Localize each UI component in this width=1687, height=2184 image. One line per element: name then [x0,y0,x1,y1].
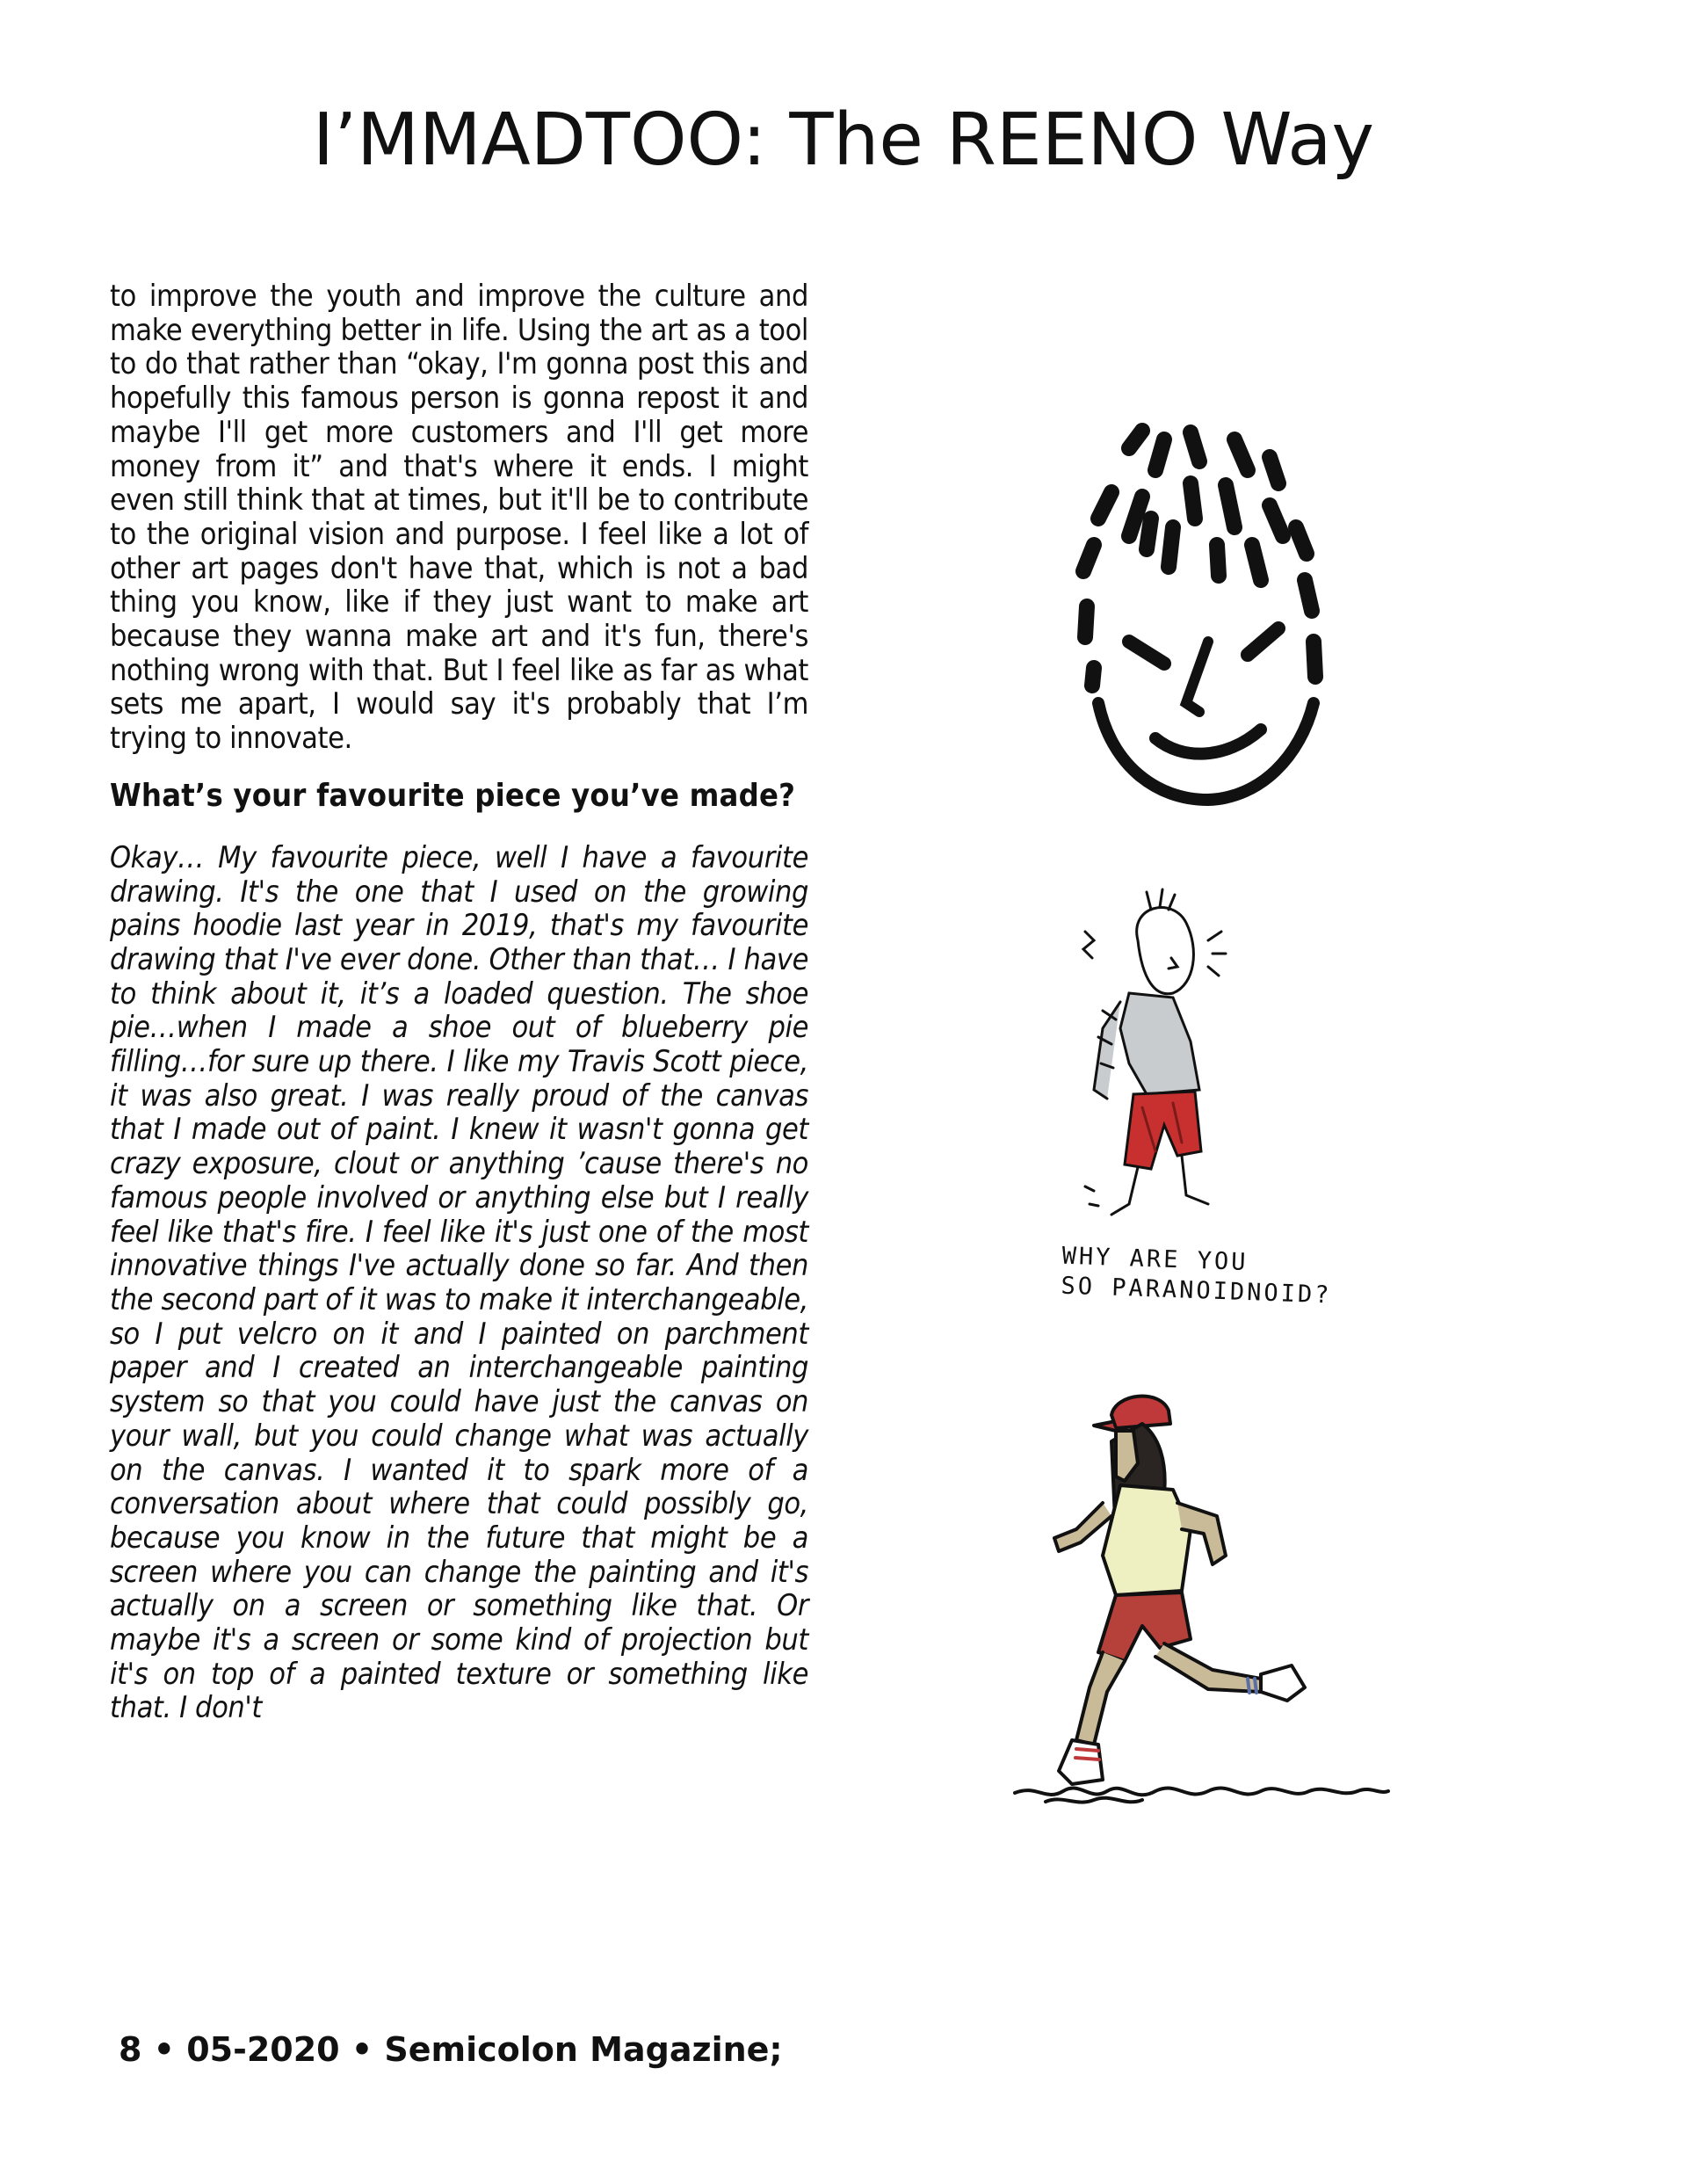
running-man-drawing [1010,1389,1397,1819]
page-footer: 8 • 05-2020 • Semicolon Magazine; [119,2030,783,2069]
caption-line-2: SO PARANOIDNOID? [1060,1272,1332,1310]
drawing-caption [1061,1242,1333,1311]
caption-line-1: WHY ARE YOU [1061,1242,1249,1277]
page-title: I’MMADTOO: The REENO Way [312,98,1375,182]
interview-question: What’s your favourite piece you’ve made? [110,777,796,814]
dreadlock-face-icon [1059,422,1349,817]
interview-answer: Okay… My favourite piece, well I have a favourite drawing. It's the one that I used on the growing pains hoodie last year in 2019, that's my favourite drawing that I've ever done. Other than that… I have to think about it, it’s a loaded question. The shoe pie…when I made a shoe out of blueberry pie filling…for sure up there. I like my Travis Scott piece, it was also great. I was really proud of the canvas that I made out of paint. I knew it wasn't gonna get crazy exposure, clout or anything ’cause there's no famous people involved or anything else but I really feel like that's fire. I feel like it's just one of the most innovative things I've actually done so far. And then the second part of it was to make it interchangeable, so I put velcro on it and I painted on parchment paper and I created an interchangeable painting system so that you could have just the canvas on your wall, but you could change what was actually on the canvas. I wanted it to spark more of a conversation about where that could possibly go, because you know in the future that might be a screen where you can change the painting and it's actually on a screen or something like that. Or maybe it's a screen or some kind of projection but it's on top of a painted texture or something like that. I don't [110,839,808,1726]
intro-paragraph: to improve the youth and improve the culture and make everything better in life. Using the art as a tool to do that rather than “okay, I'm gonna post this and hopefully this famous person is gonna repost it and maybe I'll get more customers and I'll get more money from it” and that's where it ends. I might even still think that at times, but it'll be to contribute to the original vision and purpose. I feel like a lot of other art pages don't have that, which is not a bad thing you know, like if they just want to make art because they wanna make art and it's fun, there's nothing wrong with that. But I feel like as far as what sets me apart, I would say it's probably that I’m trying to innovate. [110,279,808,757]
article-column [110,279,808,1725]
paranoid-walker-drawing [1068,888,1270,1239]
